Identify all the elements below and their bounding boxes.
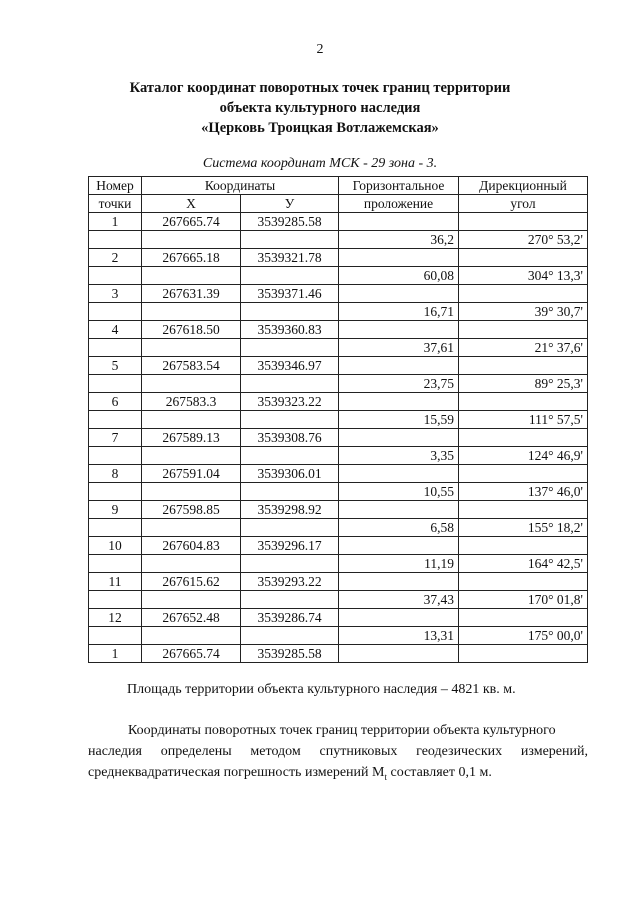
distance-cell: 16,71 [339,303,459,321]
title-line-1: Каталог координат поворотных точек границ территории [129,80,511,96]
paragraph-line-1: Координаты поворотных точек границ территории объекта культурного [128,723,556,738]
x-coordinate-cell [142,627,241,645]
y-coordinate-cell [241,627,339,645]
header-y: У [241,195,339,213]
paragraph-subscript: t [384,771,387,782]
x-coordinate-cell: 267615.62 [142,573,241,591]
paragraph-line-3-text: среднеквадратическая погрешность измерений M [88,765,385,780]
y-coordinate-cell: 3539306.01 [241,465,339,483]
point-number-cell: 4 [89,321,142,339]
angle-cell: 155° 18,2' [459,519,588,537]
angle-cell [459,249,588,267]
document-title [0,78,640,138]
distance-cell: 11,19 [339,555,459,573]
angle-cell: 39° 30,7' [459,303,588,321]
x-coordinate-cell: 267631.39 [142,285,241,303]
table-row [89,375,588,393]
x-coordinate-cell [142,303,241,321]
x-coordinate-cell: 267618.50 [142,321,241,339]
y-coordinate-cell: 3539321.78 [241,249,339,267]
angle-cell [459,285,588,303]
y-coordinate-cell [241,591,339,609]
distance-cell: 37,43 [339,591,459,609]
table-header-row [89,177,588,195]
point-number-cell: 2 [89,249,142,267]
paragraph-line-2: наследия определены методом спутниковых геодезических измерений, [88,744,588,759]
distance-cell [339,321,459,339]
table-row [89,483,588,501]
x-coordinate-cell: 267583.54 [142,357,241,375]
point-number-cell: 7 [89,429,142,447]
point-number-cell: 9 [89,501,142,519]
x-coordinate-cell: 267604.83 [142,537,241,555]
distance-cell: 60,08 [339,267,459,285]
y-coordinate-cell: 3539285.58 [241,645,339,663]
y-coordinate-cell [241,231,339,249]
table-row [89,411,588,429]
y-coordinate-cell: 3539360.83 [241,321,339,339]
angle-cell: 111° 57,5' [459,411,588,429]
paragraph-line-3 [88,762,588,788]
distance-cell [339,537,459,555]
x-coordinate-cell [142,483,241,501]
x-coordinate-cell [142,447,241,465]
table-row [89,321,588,339]
table-row [89,609,588,627]
x-coordinate-cell: 267591.04 [142,465,241,483]
point-number-cell: 11 [89,573,142,591]
angle-cell: 270° 53,2' [459,231,588,249]
distance-cell [339,609,459,627]
point-number-cell [89,303,142,321]
header-angle: Дирекционный [459,177,588,195]
angle-cell [459,213,588,231]
table-row [89,555,588,573]
paragraph-line-3-tail: составляет 0,1 м. [387,765,492,780]
header-point-number: Номер [89,177,142,195]
angle-cell [459,321,588,339]
y-coordinate-cell [241,303,339,321]
point-number-cell: 1 [89,645,142,663]
table-row [89,231,588,249]
x-coordinate-cell: 267652.48 [142,609,241,627]
table-row [89,267,588,285]
page-number: 2 [316,42,324,57]
point-number-cell [89,267,142,285]
x-coordinate-cell: 267665.74 [142,213,241,231]
x-coordinate-cell [142,555,241,573]
y-coordinate-cell: 3539323.22 [241,393,339,411]
distance-cell: 15,59 [339,411,459,429]
distance-cell [339,645,459,663]
y-coordinate-cell: 3539346.97 [241,357,339,375]
table-header-row [89,195,588,213]
header-distance-2: проложение [339,195,459,213]
table-row [89,591,588,609]
distance-cell [339,249,459,267]
header-coordinates: Координаты [142,177,339,195]
point-number-cell [89,591,142,609]
angle-cell [459,609,588,627]
table-body [89,213,588,663]
x-coordinate-cell: 267665.74 [142,645,241,663]
distance-cell [339,213,459,231]
distance-cell: 10,55 [339,483,459,501]
x-coordinate-cell [142,339,241,357]
y-coordinate-cell: 3539293.22 [241,573,339,591]
table-row [89,447,588,465]
table-row [89,213,588,231]
table-row [89,501,588,519]
angle-cell [459,573,588,591]
table-row [89,357,588,375]
y-coordinate-cell: 3539298.92 [241,501,339,519]
point-number-cell [89,447,142,465]
y-coordinate-cell [241,375,339,393]
distance-cell [339,357,459,375]
x-coordinate-cell [142,411,241,429]
y-coordinate-cell [241,339,339,357]
y-coordinate-cell: 3539296.17 [241,537,339,555]
distance-cell: 3,35 [339,447,459,465]
x-coordinate-cell [142,519,241,537]
distance-cell: 36,2 [339,231,459,249]
table-row [89,339,588,357]
point-number-cell: 5 [89,357,142,375]
distance-cell: 13,31 [339,627,459,645]
title-line-3: «Церковь Троицкая Вотлажемская» [201,120,439,136]
point-number-cell [89,375,142,393]
angle-cell: 164° 42,5' [459,555,588,573]
distance-cell: 37,61 [339,339,459,357]
y-coordinate-cell [241,555,339,573]
point-number-cell [89,339,142,357]
y-coordinate-cell: 3539285.58 [241,213,339,231]
table-row [89,627,588,645]
title-line-2: объекта культурного наследия [219,100,421,116]
distance-cell [339,429,459,447]
table-row [89,393,588,411]
distance-cell: 23,75 [339,375,459,393]
distance-cell: 6,58 [339,519,459,537]
y-coordinate-cell: 3539286.74 [241,609,339,627]
angle-cell [459,393,588,411]
x-coordinate-cell: 267598.85 [142,501,241,519]
x-coordinate-cell: 267589.13 [142,429,241,447]
point-number-cell: 10 [89,537,142,555]
point-number-cell [89,519,142,537]
y-coordinate-cell [241,267,339,285]
point-number-cell: 12 [89,609,142,627]
distance-cell [339,465,459,483]
point-number-cell: 6 [89,393,142,411]
table-row [89,573,588,591]
point-number-cell: 3 [89,285,142,303]
angle-cell: 137° 46,0' [459,483,588,501]
header-distance: Горизонтальное [339,177,459,195]
angle-cell: 304° 13,3' [459,267,588,285]
angle-cell [459,537,588,555]
angle-cell [459,429,588,447]
point-number-cell: 1 [89,213,142,231]
angle-cell [459,357,588,375]
distance-cell [339,573,459,591]
table-row [89,249,588,267]
y-coordinate-cell [241,483,339,501]
x-coordinate-cell: 267583.3 [142,393,241,411]
angle-cell: 89° 25,3' [459,375,588,393]
y-coordinate-cell: 3539371.46 [241,285,339,303]
area-statement: Площадь территории объекта культурного наследия – 4821 кв. м. [127,682,516,697]
x-coordinate-cell [142,231,241,249]
angle-cell: 21° 37,6' [459,339,588,357]
point-number-cell [89,627,142,645]
y-coordinate-cell [241,411,339,429]
angle-cell [459,645,588,663]
x-coordinate-cell [142,375,241,393]
point-number-cell [89,555,142,573]
table-row [89,429,588,447]
angle-cell: 170° 01,8' [459,591,588,609]
point-number-cell [89,231,142,249]
point-number-cell [89,411,142,429]
table-row [89,465,588,483]
angle-cell: 175° 00,0' [459,627,588,645]
distance-cell [339,501,459,519]
table-row [89,537,588,555]
angle-cell: 124° 46,9' [459,447,588,465]
point-number-cell: 8 [89,465,142,483]
x-coordinate-cell: 267665.18 [142,249,241,267]
coordinate-system-caption: Система координат МСК - 29 зона - 3. [202,156,438,171]
point-number-cell [89,483,142,501]
table-row [89,645,588,663]
y-coordinate-cell: 3539308.76 [241,429,339,447]
table-row [89,303,588,321]
distance-cell [339,285,459,303]
table-row [89,285,588,303]
y-coordinate-cell [241,447,339,465]
y-coordinate-cell [241,519,339,537]
header-point-number-2: точки [89,195,142,213]
distance-cell [339,393,459,411]
accuracy-paragraph [88,720,588,788]
angle-cell [459,465,588,483]
table-row [89,519,588,537]
x-coordinate-cell [142,591,241,609]
coordinates-table [88,176,588,663]
x-coordinate-cell [142,267,241,285]
header-x: X [142,195,241,213]
header-angle-2: угол [459,195,588,213]
angle-cell [459,501,588,519]
